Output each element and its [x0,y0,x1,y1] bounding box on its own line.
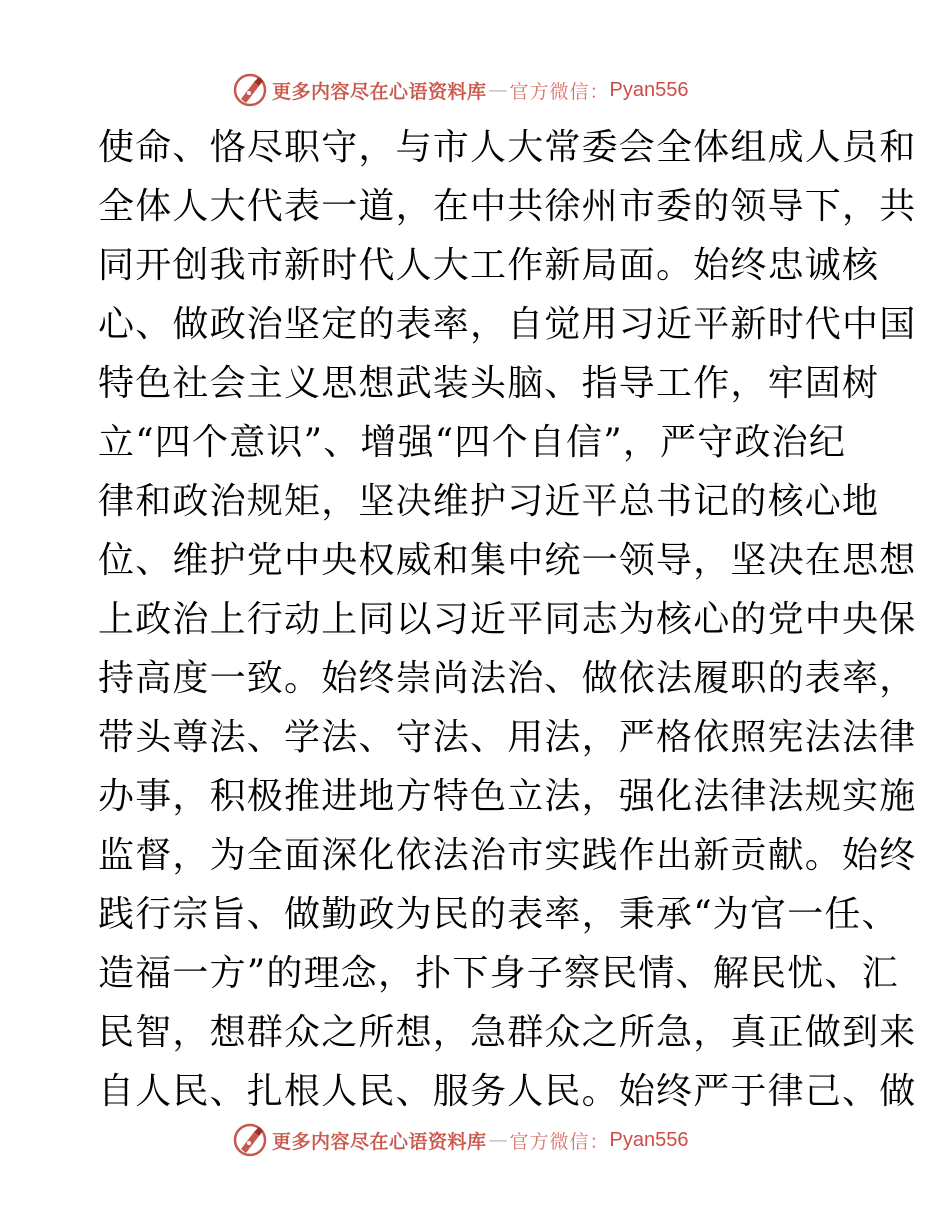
footer-slogan: 更多内容尽在心语资料库 [272,1130,487,1153]
text-line: 特色社会主义思想武装头脑、指导工作，牢固树 [98,363,880,404]
footer-wechat-label: 官方微信： [509,1130,610,1153]
text-line: 使命、恪尽职守，与市人大常委会全体组成人员和 [98,127,917,168]
pen-nib-logo-icon [232,72,268,108]
text-line: 心、做政治坚定的表率，自觉用习近平新时代中国 [98,304,917,345]
text-line: 位、维护党中央权威和集中统一领导，坚决在思想 [98,540,917,581]
text-line: 践行宗旨、做勤政为民的表率，秉承“为官一任、 [98,894,899,935]
text-line: 办事，积极推进地方特色立法，强化法律法规实施 [98,776,917,817]
header-slogan: 更多内容尽在心语资料库 [272,80,487,103]
pen-nib-logo-icon [232,1122,268,1158]
text-line: 造福一方”的理念，扑下身子察民情、解民忧、汇 [98,953,899,994]
header-wechat-label: 官方微信： [509,80,610,103]
text-line: 立“四个意识”、增强“四个自信”，严守政治纪 [98,422,847,463]
text-line: 民智，想群众之所想，急群众之所急，真正做到来 [98,1012,917,1053]
text-line: 带头尊法、学法、守法、用法，严格依照宪法法律 [98,717,917,758]
text-line: 全体人大代表一道，在中共徐州市委的领导下，共 [98,186,917,227]
text-line: 同开创我市新时代人大工作新局面。始终忠诚核 [98,245,880,286]
footer-dash: — [488,1129,508,1151]
header-dash: — [488,79,508,101]
body-text [98,118,917,1121]
header-wechat-id: Pyan556 [609,78,689,101]
header-banner [232,70,689,110]
text-line: 自人民、扎根人民、服务人民。始终严于律己、做 [98,1071,917,1112]
text-line: 持高度一致。始终崇尚法治、做依法履职的表率， [98,658,917,699]
text-line: 上政治上行动上同以习近平同志为核心的党中央保 [98,599,917,640]
footer-banner [232,1120,689,1160]
footer-wechat-id: Pyan556 [609,1128,689,1151]
text-line: 监督，为全面深化依法治市实践作出新贡献。始终 [98,835,917,876]
text-line: 律和政治规矩，坚决维护习近平总书记的核心地 [98,481,880,522]
